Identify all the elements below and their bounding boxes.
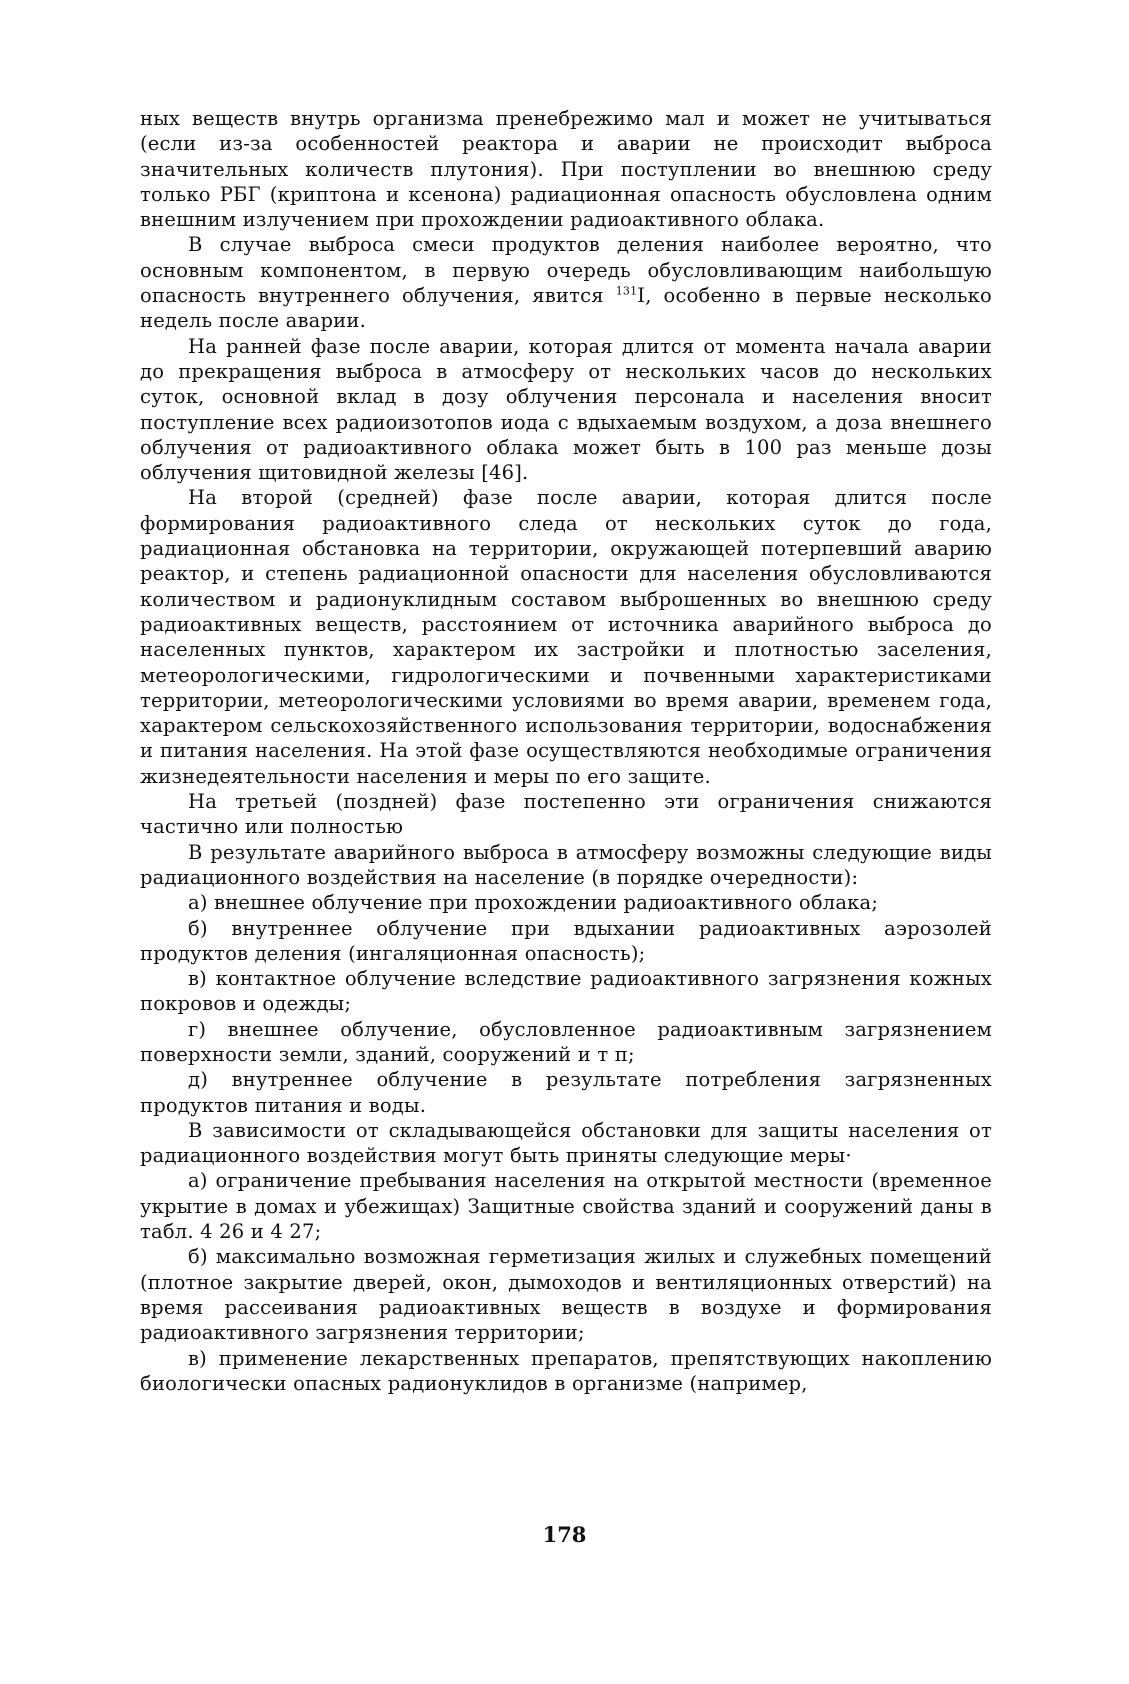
list-item-b-exposure: б) внутреннее облучение при вдыхании радиоактивных аэрозолей продуктов деления (ингаляционная опасность); bbox=[140, 916, 992, 965]
paragraph-6: В результате аварийного выброса в атмосферу возможны следующие виды радиационного воздействия на население (в порядке очередности): bbox=[140, 840, 992, 889]
list-item-e-exposure: д) внутреннее облучение в результате потребления загрязненных продуктов питания и воды. bbox=[140, 1068, 992, 1117]
page-number: 178 bbox=[542, 1522, 587, 1547]
list-item-a-exposure: а) внешнее облучение при прохождении радиоактивного облака; bbox=[188, 891, 879, 915]
page-text-column bbox=[140, 106, 992, 1396]
paragraph-3: На ранней фазе после аварии, которая длится от момента начала аварии до прекращения выброса в атмосферу от нескольких часов до нескольких суток, основной вклад в дозу облучения персонала и населения вносит поступление всех радиоизотопов иода с вдыхаемым воздухом, а доза внешнего облучения от радиоактивного облака может быть в 100 раз меньше дозы облучения щитовидной железы [46]. bbox=[140, 334, 992, 485]
isotope-mass-number: 131 bbox=[615, 284, 638, 298]
list-item-c-measure: в) применение лекарственных препаратов, препятствующих накоплению биологически опасных радионуклидов в организме (например, bbox=[140, 1346, 992, 1395]
list-item-b-measure: б) максимально возможная герметизация жилых и служебных помещений (плотное закрытие дверей, окон, дымоходов и вентиляционных отверстий) на время рассеивания радиоактивных веществ в воздухе и формирования радиоактивного загрязнения территории; bbox=[140, 1245, 992, 1345]
paragraph-2 bbox=[140, 232, 992, 333]
paragraph-1: ных веществ внутрь организма пренебрежимо мал и может не учитываться (если из-за особенностей реактора и аварии не происходит выброса значительных количеств плутония). При поступлении во внешнюю среду только РБГ (криптона и ксенона) радиационная опасность обусловлена одним внешним излучением при прохождении радиоактивного облака. bbox=[140, 107, 992, 232]
paragraph-5: На третьей (поздней) фазе постепенно эти ограничения снижаются частично или полностью bbox=[140, 790, 992, 839]
paragraph-measures-intro: В зависимости от складывающейся обстановки для защиты населения от радиационного воздействия могут быть приняты следующие меры· bbox=[140, 1118, 992, 1168]
list-item-c-exposure: в) контактное облучение вследствие радиоактивного загрязнения кожных покровов и одежды; bbox=[140, 967, 992, 1016]
paragraph-2-text-before: В случае выброса смеси продуктов деления наиболее вероятно, что основным компонентом, в первую очередь обусловливающим наибольшую опасность внутреннего облучения, явится bbox=[140, 233, 992, 308]
list-item-a-measure: а) ограничение пребывания населения на открытой местности (временное укрытие в домах и убежищах) Защитные свойства зданий и сооружений даны в табл. 4 26 и 4 27; bbox=[140, 1169, 992, 1244]
paragraph-4: На второй (средней) фазе после аварии, которая длится после формирования радиоактивного следа от нескольких суток до года, радиационная обстановка на территории, окружающей потерпевший аварию реактор, и степень радиационной опасности для населения обусловливаются количеством и радионуклидным составом выброшенных во внешнюю среду радиоактивных веществ, расстоянием от источника аварийного выброса до населенных пунктов, характером их застройки и плотностью заселения, метеорологическими, гидрологическими и почвенными характеристиками территории, метеорологическими условиями во время аварии, временем года, характером сельскохозяйственного использования территории, водоснабжения и питания населения. На этой фазе осуществляются необходимые ограничения жизнедеятельности населения и меры по его защите. bbox=[140, 486, 992, 788]
list-item-d-exposure: г) внешнее облучение, обусловленное радиоактивным загрязнением поверхности земли, зданий, сооружений и т п; bbox=[140, 1017, 992, 1066]
paragraph-2-text-after: I, особенно в первые несколько недель после аварии. bbox=[140, 284, 992, 333]
